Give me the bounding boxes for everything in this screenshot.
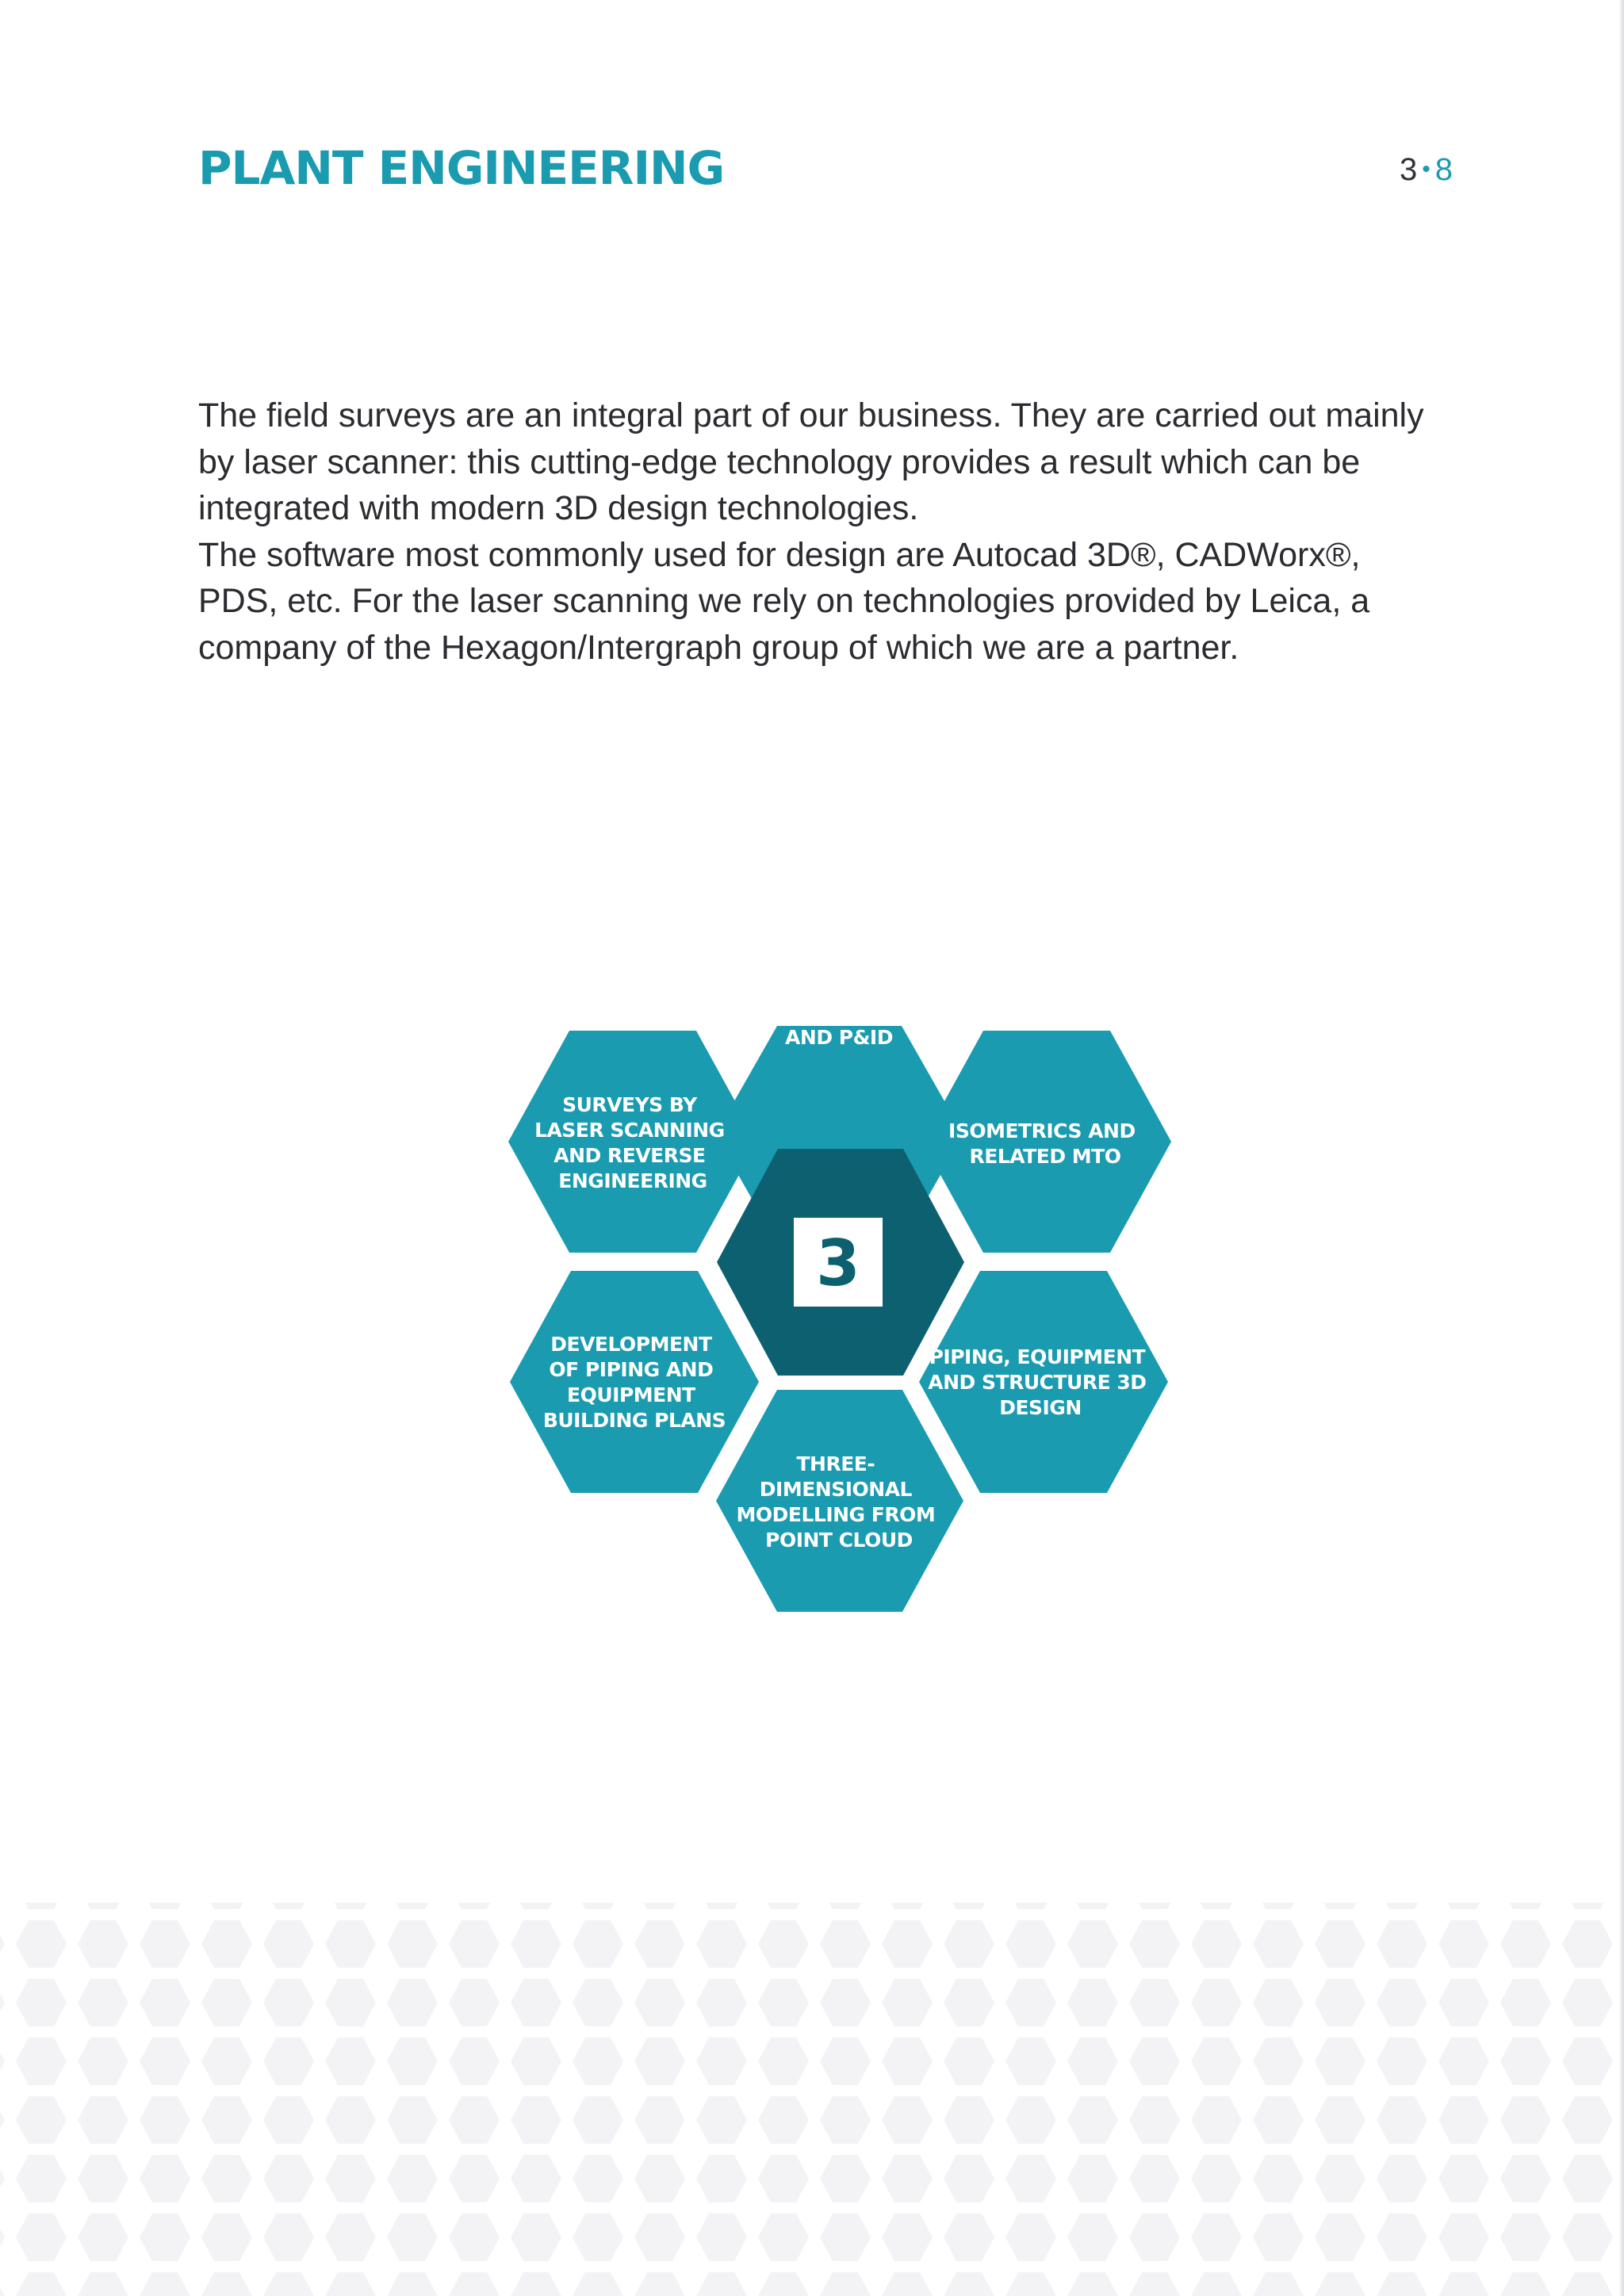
- hex-lower-left-line: DEVELOPMENT: [550, 1333, 712, 1356]
- hex-bottom-line: DIMENSIONAL: [759, 1478, 912, 1501]
- hex-upper-left-line: AND REVERSE: [553, 1144, 706, 1167]
- hex-upper-left-line: ENGINEERING: [558, 1169, 707, 1192]
- hex-lower-left-line: EQUIPMENT: [567, 1383, 695, 1406]
- hexagon-background-pattern: [0, 1903, 1624, 2296]
- hex-upper-left-line: SURVEYS BY: [562, 1093, 697, 1116]
- hex-top-line: PLANT LAYOUT: [755, 1001, 917, 1024]
- hex-bottom-line: POINT CLOUD: [765, 1529, 913, 1552]
- hex-lower-left: [510, 1271, 759, 1493]
- hex-lower-left-line: BUILDING PLANS: [542, 1409, 726, 1432]
- hex-bottom-line: THREE-: [796, 1452, 875, 1475]
- hex-upper-right-line: RELATED MTO: [969, 1145, 1121, 1168]
- hex-lower-left-line: OF PIPING AND: [549, 1358, 714, 1381]
- hex-lower-right-line: AND STRUCTURE 3D: [928, 1371, 1147, 1394]
- hex-upper-right-line: ISOMETRICS AND: [948, 1119, 1136, 1142]
- hex-upper-left-line: LASER SCANNING: [534, 1119, 725, 1142]
- hex-upper-left-shape: [508, 1031, 757, 1253]
- page-title: PLANT ENGINEERING: [198, 141, 725, 195]
- intro-paragraph-2: The software most commonly used for design are Autocad 3D®, CADWorx®, PDS, etc. For the laser scanning we rely on technologies provided by Leica, a company of the Hexagon/Intergraph group of which we are a partner.: [198, 535, 1370, 667]
- hex-bottom-shape: [716, 1390, 963, 1612]
- page-current: 3: [1399, 152, 1418, 187]
- intro-paragraph-1: The field surveys are an integral part of our business. They are carried out mainly by laser scanner: this cutting-edge technology provides a result which can be integrated with modern 3D design technologies.: [198, 396, 1424, 527]
- hex-lower-right-line: PIPING, EQUIPMENT: [929, 1345, 1146, 1368]
- hex-top-line: AND P&ID: [785, 1026, 893, 1049]
- page-total: 8: [1434, 152, 1453, 187]
- hex-upper-left: [508, 1031, 757, 1253]
- page-separator: •: [1422, 156, 1431, 182]
- hex-bottom: [716, 1390, 963, 1612]
- hex-lower-right: [919, 1271, 1168, 1493]
- center-number: 3: [816, 1226, 860, 1300]
- hex-lower-left-shape: [510, 1271, 759, 1493]
- hex-upper-right: [922, 1031, 1171, 1253]
- hex-lower-right-line: DESIGN: [999, 1396, 1082, 1419]
- hex-bottom-line: MODELLING FROM: [736, 1503, 936, 1526]
